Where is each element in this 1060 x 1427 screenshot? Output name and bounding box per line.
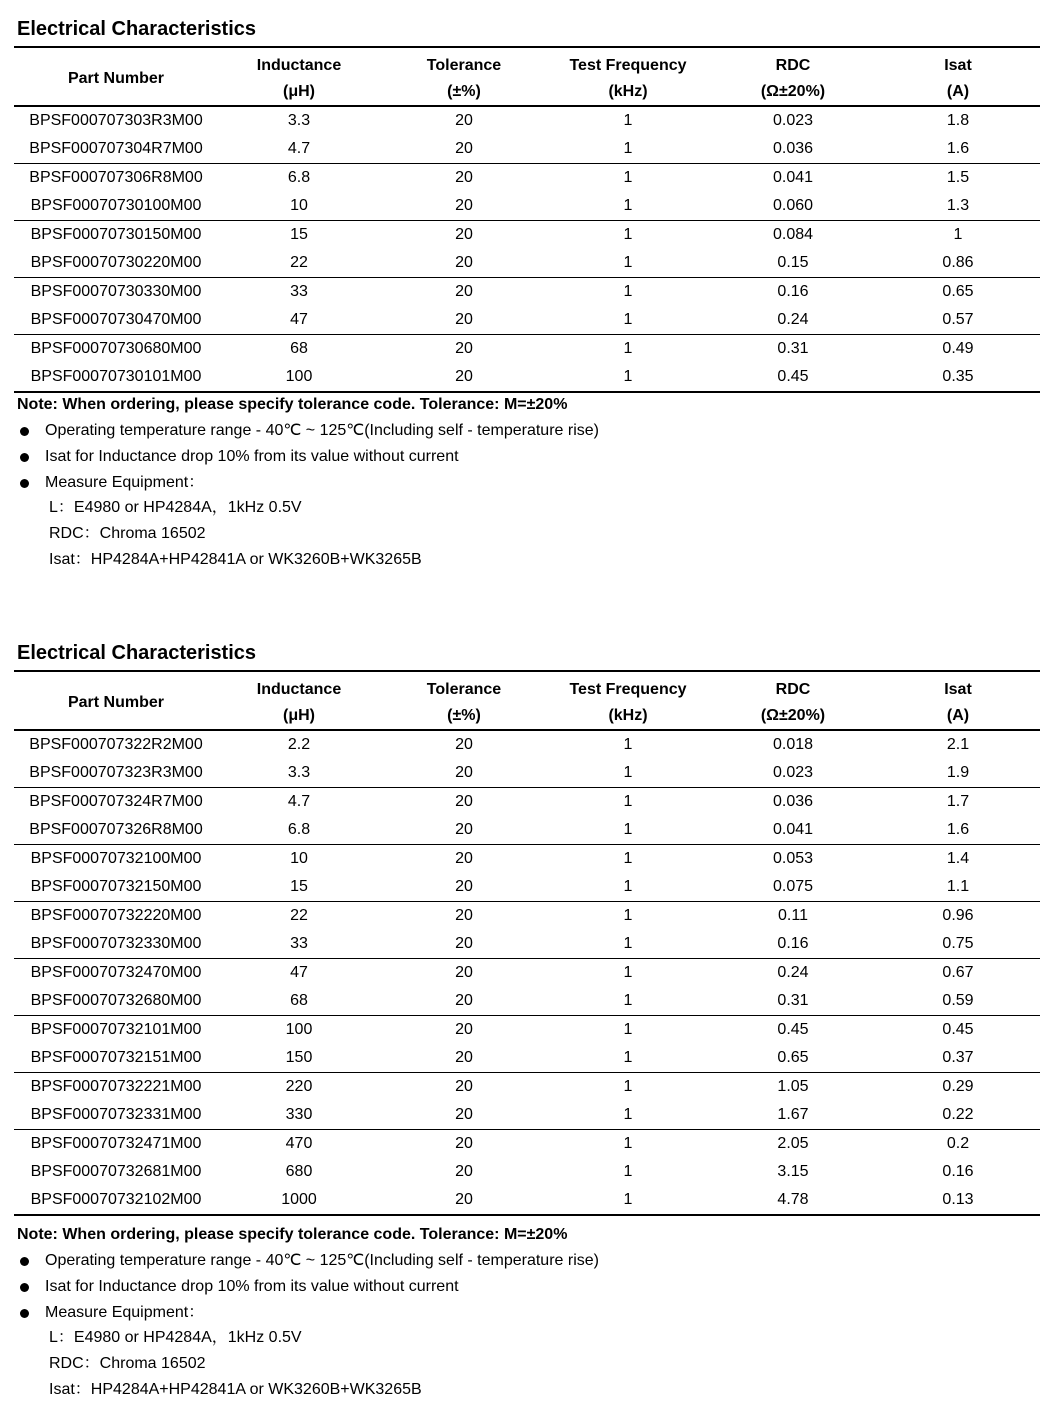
cell-isat: 0.2 [946,1135,970,1152]
cell-isat: 1.8 [946,112,970,129]
row-group [14,1073,1040,1130]
cell-tolerance: 20 [455,1106,473,1123]
cell-part-number: BPSF00070730680M00 [30,340,202,357]
cell-tolerance: 20 [455,878,473,895]
cell-inductance: 22 [290,254,308,271]
cell-inductance: 2.2 [287,736,311,753]
cell-part-number: BPSF000707303R3M00 [29,112,203,129]
row-group [14,731,1040,788]
cell-tolerance: 20 [455,736,473,753]
table-row [14,335,1040,363]
table-row [14,930,1040,958]
header-test-frequency-label: Test Frequency [569,681,687,698]
cell-rdc: 0.018 [772,736,814,753]
cell-rdc: 0.053 [772,850,814,867]
equipment-item: L：E4980 or HP4284A，1kHz 0.5V [49,499,302,516]
cell-tolerance: 20 [455,850,473,867]
cell-inductance: 100 [285,1021,313,1038]
cell-part-number: BPSF00070730101M00 [30,368,202,385]
bullet-icon [20,1283,29,1292]
cell-isat: 1 [953,226,963,243]
cell-rdc: 0.041 [772,169,814,186]
header-tolerance-unit: (±%) [447,707,481,724]
cell-tolerance: 20 [455,311,473,328]
bullet-icon [20,1309,29,1318]
cell-test-frequency: 1 [623,1106,633,1123]
cell-rdc: 4.78 [777,1191,809,1208]
cell-test-frequency: 1 [623,1049,633,1066]
cell-part-number: BPSF00070730220M00 [30,254,202,271]
cell-isat: 1.3 [946,197,970,214]
cell-rdc: 0.023 [772,764,814,781]
header-tolerance-label: Tolerance [426,681,502,698]
cell-test-frequency: 1 [623,340,633,357]
cell-test-frequency: 1 [623,1163,633,1180]
cell-tolerance: 20 [455,169,473,186]
cell-test-frequency: 1 [623,311,633,328]
table-row [14,107,1040,135]
cell-test-frequency: 1 [623,283,633,300]
cell-rdc: 0.15 [777,254,809,271]
cell-tolerance: 20 [455,1135,473,1152]
cell-part-number: BPSF00070730330M00 [30,283,202,300]
bullet-icon [20,1257,29,1266]
row-group [14,1130,1040,1216]
cell-tolerance: 20 [455,340,473,357]
cell-isat: 0.65 [942,283,974,300]
cell-test-frequency: 1 [623,1135,633,1152]
cell-test-frequency: 1 [623,197,633,214]
cell-isat: 0.13 [942,1191,974,1208]
cell-part-number: BPSF00070732102M00 [30,1191,202,1208]
table-row [14,249,1040,277]
cell-tolerance: 20 [455,1163,473,1180]
bullet-icon [20,453,29,462]
cell-inductance: 10 [290,197,308,214]
header-tolerance-unit: (±%) [447,83,481,100]
header-isat [878,672,1038,729]
cell-test-frequency: 1 [623,764,633,781]
cell-rdc: 0.31 [777,992,809,1009]
table-row [14,959,1040,987]
cell-test-frequency: 1 [623,964,633,981]
cell-inductance: 4.7 [287,140,311,157]
equipment-item: Isat：HP4284A+HP42841A or WK3260B+WK3265B [49,1381,422,1398]
table-row [14,1073,1040,1101]
cell-part-number: BPSF00070732151M00 [30,1049,202,1066]
table-row [14,1101,1040,1129]
equipment-item: RDC：Chroma 16502 [49,1355,206,1372]
cell-part-number: BPSF00070732100M00 [30,850,202,867]
bullet-icon [20,479,29,488]
cell-inductance: 33 [290,283,308,300]
cell-isat: 1.6 [946,140,970,157]
row-group [14,902,1040,959]
table-row [14,278,1040,306]
cell-part-number: BPSF00070732331M00 [30,1106,202,1123]
cell-isat: 1.5 [946,169,970,186]
cell-inductance: 68 [290,992,308,1009]
cell-isat: 0.86 [942,254,974,271]
cell-rdc: 0.45 [777,368,809,385]
cell-inductance: 3.3 [287,764,311,781]
table-row [14,902,1040,930]
cell-test-frequency: 1 [623,821,633,838]
cell-test-frequency: 1 [623,992,633,1009]
cell-isat: 1.9 [946,764,970,781]
table-row [14,1130,1040,1158]
header-rdc-unit: (Ω±20%) [760,707,826,724]
cell-part-number: BPSF00070732150M00 [30,878,202,895]
header-rdc [713,48,873,105]
cell-inductance: 68 [290,340,308,357]
cell-isat: 1.7 [946,793,970,810]
table-row [14,1044,1040,1072]
header-inductance-unit: (μH) [283,707,315,724]
header-tolerance-label: Tolerance [426,57,502,74]
cell-isat: 0.22 [942,1106,974,1123]
ordering-note: Note: When ordering, please specify tolerance code. Tolerance: M=±20% [17,1226,568,1243]
cell-part-number: BPSF000707323R3M00 [29,764,203,781]
cell-inductance: 100 [285,368,313,385]
header-inductance-unit: (μH) [283,83,315,100]
cell-part-number: BPSF00070732221M00 [30,1078,202,1095]
cell-tolerance: 20 [455,226,473,243]
bullet-text: Isat for Inductance drop 10% from its value without current [45,448,459,465]
equipment-item: RDC：Chroma 16502 [49,525,206,542]
cell-inductance: 3.3 [287,112,311,129]
equipment-item: L：E4980 or HP4284A，1kHz 0.5V [49,1329,302,1346]
header-tolerance [384,672,544,729]
cell-tolerance: 20 [455,935,473,952]
header-rdc-label: RDC [775,57,811,74]
row-group [14,788,1040,845]
cell-rdc: 0.16 [777,935,809,952]
table-row [14,306,1040,334]
cell-rdc: 0.65 [777,1049,809,1066]
cell-isat: 1.1 [946,878,970,895]
table-row [14,788,1040,816]
cell-rdc: 0.24 [777,964,809,981]
cell-isat: 0.37 [942,1049,974,1066]
cell-isat: 0.96 [942,907,974,924]
table-row [14,1186,1040,1214]
cell-inductance: 47 [290,311,308,328]
section-title: Electrical Characteristics [17,18,257,40]
ordering-note: Note: When ordering, please specify tolerance code. Tolerance: M=±20% [17,396,568,413]
cell-isat: 0.29 [942,1078,974,1095]
row-group [14,959,1040,1016]
cell-rdc: 0.31 [777,340,809,357]
header-rdc-unit: (Ω±20%) [760,83,826,100]
cell-isat: 0.35 [942,368,974,385]
cell-part-number: BPSF00070732101M00 [30,1021,202,1038]
cell-test-frequency: 1 [623,736,633,753]
cell-inductance: 15 [290,878,308,895]
row-group [14,221,1040,278]
cell-inductance: 6.8 [287,821,311,838]
cell-inductance: 470 [285,1135,313,1152]
bullet-icon [20,427,29,436]
cell-test-frequency: 1 [623,226,633,243]
cell-tolerance: 20 [455,964,473,981]
cell-inductance: 47 [290,964,308,981]
cell-isat: 0.59 [942,992,974,1009]
cell-isat: 0.67 [942,964,974,981]
header-isat [878,48,1038,105]
cell-rdc: 0.45 [777,1021,809,1038]
table-body [14,107,1040,393]
header-inductance-label: Inductance [256,57,342,74]
bullet-text: Isat for Inductance drop 10% from its value without current [45,1278,459,1295]
cell-part-number: BPSF00070732680M00 [30,992,202,1009]
cell-tolerance: 20 [455,764,473,781]
cell-part-number: BPSF000707306R8M00 [29,169,203,186]
cell-rdc: 0.11 [778,907,808,924]
cell-isat: 0.16 [942,1163,974,1180]
cell-isat: 0.75 [942,935,974,952]
cell-tolerance: 20 [455,821,473,838]
row-group [14,1016,1040,1073]
table-row [14,987,1040,1015]
cell-tolerance: 20 [455,197,473,214]
table-row [14,363,1040,391]
cell-part-number: BPSF00070730100M00 [30,197,202,214]
cell-test-frequency: 1 [623,254,633,271]
cell-part-number: BPSF00070732681M00 [30,1163,202,1180]
cell-test-frequency: 1 [623,112,633,129]
cell-isat: 2.1 [946,736,970,753]
cell-rdc: 3.15 [777,1163,809,1180]
header-test-frequency-label: Test Frequency [569,57,687,74]
cell-inductance: 150 [285,1049,313,1066]
cell-tolerance: 20 [455,1078,473,1095]
bullet-text: Operating temperature range - 40℃ ~ 125℃(Including self - temperature rise) [45,1252,599,1269]
row-group [14,845,1040,902]
cell-isat: 1.6 [946,821,970,838]
cell-rdc: 1.67 [777,1106,809,1123]
cell-test-frequency: 1 [623,1191,633,1208]
cell-rdc: 0.023 [772,112,814,129]
cell-part-number: BPSF000707322R2M00 [29,736,203,753]
cell-tolerance: 20 [455,283,473,300]
cell-tolerance: 20 [455,112,473,129]
cell-part-number: BPSF00070730470M00 [30,311,202,328]
table-header [14,672,1040,731]
equipment-item: Isat：HP4284A+HP42841A or WK3260B+WK3265B [49,551,422,568]
cell-rdc: 0.036 [772,793,814,810]
table-row [14,759,1040,787]
cell-tolerance: 20 [455,368,473,385]
section-title: Electrical Characteristics [17,642,257,664]
header-test-frequency [548,672,708,729]
table-row [14,845,1040,873]
cell-test-frequency: 1 [623,907,633,924]
cell-test-frequency: 1 [623,850,633,867]
cell-rdc: 0.24 [777,311,809,328]
cell-inductance: 10 [290,850,308,867]
table-row [14,873,1040,901]
cell-part-number: BPSF000707304R7M00 [29,140,203,157]
cell-inductance: 330 [285,1106,313,1123]
bullet-text: Measure Equipment： [45,474,205,491]
table-row [14,135,1040,163]
cell-rdc: 0.075 [772,878,814,895]
header-part-number-label: Part Number [67,694,165,711]
cell-rdc: 0.036 [772,140,814,157]
header-inductance [219,672,379,729]
cell-inductance: 1000 [281,1191,317,1208]
header-rdc [713,672,873,729]
table-row [14,816,1040,844]
cell-rdc: 0.16 [777,283,809,300]
row-group [14,164,1040,221]
table-row [14,1158,1040,1186]
cell-test-frequency: 1 [623,878,633,895]
cell-rdc: 0.084 [772,226,814,243]
cell-tolerance: 20 [455,1191,473,1208]
cell-part-number: BPSF000707326R8M00 [29,821,203,838]
header-inductance [219,48,379,105]
cell-part-number: BPSF00070732330M00 [30,935,202,952]
cell-test-frequency: 1 [623,793,633,810]
table-row [14,731,1040,759]
cell-tolerance: 20 [455,140,473,157]
table-row [14,164,1040,192]
table-row [14,221,1040,249]
cell-part-number: BPSF00070732471M00 [30,1135,202,1152]
header-part-number [14,672,218,729]
header-isat-unit: (A) [946,707,970,724]
header-isat-label: Isat [944,57,972,74]
cell-inductance: 4.7 [287,793,311,810]
cell-rdc: 0.060 [772,197,814,214]
cell-isat: 0.57 [942,311,974,328]
cell-tolerance: 20 [455,793,473,810]
characteristics-table [14,670,1040,1216]
header-isat-label: Isat [944,681,972,698]
cell-test-frequency: 1 [623,368,633,385]
row-group [14,335,1040,393]
header-tolerance [384,48,544,105]
cell-part-number: BPSF00070732470M00 [30,964,202,981]
header-test-frequency-unit: (kHz) [608,83,648,100]
cell-inductance: 33 [290,935,308,952]
cell-rdc: 0.041 [772,821,814,838]
cell-tolerance: 20 [455,1021,473,1038]
cell-tolerance: 20 [455,1049,473,1066]
cell-part-number: BPSF000707324R7M00 [29,793,203,810]
cell-inductance: 680 [285,1163,313,1180]
cell-rdc: 2.05 [777,1135,809,1152]
cell-inductance: 15 [290,226,308,243]
bullet-text: Measure Equipment： [45,1304,205,1321]
characteristics-table [14,46,1040,393]
cell-inductance: 22 [290,907,308,924]
cell-test-frequency: 1 [623,1078,633,1095]
header-isat-unit: (A) [946,83,970,100]
cell-inductance: 6.8 [287,169,311,186]
row-group [14,278,1040,335]
cell-part-number: BPSF00070732220M00 [30,907,202,924]
cell-inductance: 220 [285,1078,313,1095]
cell-isat: 0.45 [942,1021,974,1038]
table-header [14,48,1040,107]
table-body [14,731,1040,1216]
header-test-frequency [548,48,708,105]
cell-tolerance: 20 [455,907,473,924]
cell-tolerance: 20 [455,254,473,271]
table-row [14,192,1040,220]
cell-tolerance: 20 [455,992,473,1009]
cell-test-frequency: 1 [623,169,633,186]
cell-isat: 1.4 [946,850,970,867]
bullet-text: Operating temperature range - 40℃ ~ 125℃(Including self - temperature rise) [45,422,599,439]
cell-test-frequency: 1 [623,1021,633,1038]
header-inductance-label: Inductance [256,681,342,698]
cell-test-frequency: 1 [623,935,633,952]
row-group [14,107,1040,164]
header-part-number-label: Part Number [67,70,165,87]
cell-part-number: BPSF00070730150M00 [30,226,202,243]
header-test-frequency-unit: (kHz) [608,707,648,724]
cell-rdc: 1.05 [777,1078,809,1095]
table-row [14,1016,1040,1044]
header-rdc-label: RDC [775,681,811,698]
header-part-number [14,48,218,105]
cell-test-frequency: 1 [623,140,633,157]
cell-isat: 0.49 [942,340,974,357]
